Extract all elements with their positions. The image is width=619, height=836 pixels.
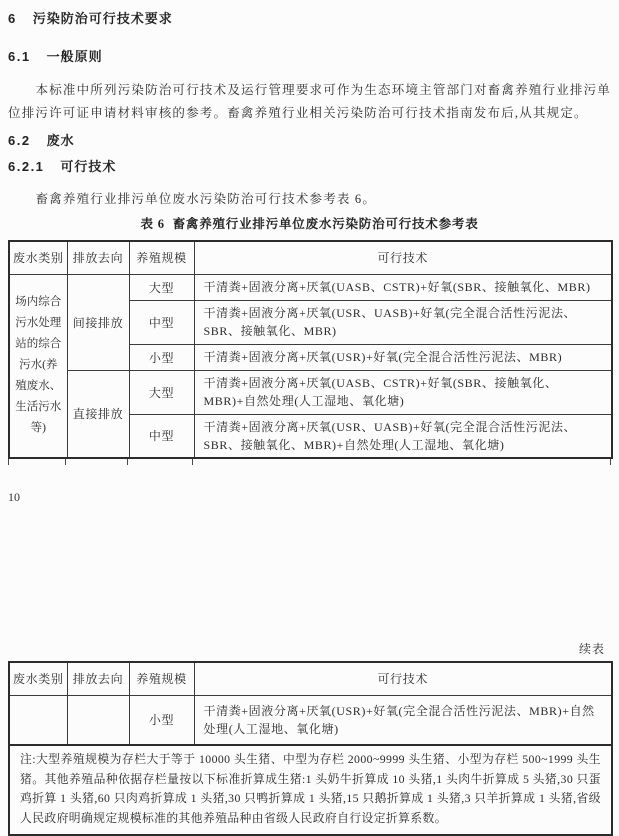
cell-scale: 大型 — [129, 370, 194, 414]
table-6-caption: 表 6 畜禽养殖行业排污单位废水污染防治可行技术参考表 — [140, 217, 479, 231]
cell-wastewater-category-empty — [9, 695, 67, 745]
section-number: 6.2.1 — [8, 159, 45, 174]
table-note-row — [9, 745, 612, 835]
cell-direction-empty — [67, 695, 129, 745]
cell-wastewater-category: 场内综合污水处理站的综合污水(养殖废水、生活污水等) — [9, 274, 67, 458]
cell-technology: 干清粪+固液分离+厌氧(UASB、CSTR)+好氧(SBR、接触氧化、MBR) — [194, 274, 612, 300]
cell-scale: 中型 — [129, 300, 194, 344]
table-row — [9, 274, 612, 300]
col-header-discharge-direction: 排放去向 — [67, 662, 129, 695]
section-heading-6-2 — [8, 132, 611, 150]
page-number: 10 — [8, 490, 20, 504]
col-header-farm-scale: 养殖规模 — [129, 241, 194, 274]
paragraph-table-reference: 畜禽养殖行业排污单位废水污染防治可行技术参考表 6。 — [35, 192, 377, 206]
table-row — [9, 695, 612, 745]
cell-scale: 小型 — [129, 344, 194, 370]
section-heading-6 — [8, 10, 611, 28]
table-header-row — [9, 662, 612, 695]
cell-technology: 干清粪+固液分离+厌氧(USR、UASB)+好氧(完全混合活性污泥法、SBR、接触氧化、MBR)+自然处理(人工湿地、氧化塘) — [194, 414, 612, 458]
section-title: 污染防治可行技术要求 — [32, 11, 173, 26]
col-header-feasible-technology: 可行技术 — [194, 241, 612, 274]
table-note: 注:大型养殖规模为存栏大于等于 10000 头生猪、中型为存栏 2000~9999 头生猪、小型为存栏 500~1999 头生猪。其他养殖品种依据存栏量按以下标准折算成生猪:1 头奶牛折算成 10 头猪,1 头肉牛折算成 5 头猪,30 只蛋鸡折算 1 头猪,60 只肉鸡折算成 1 头猪,30 只鸭折算成 1 头猪,15 只鹅折算成 1 头猪,3 只羊折算成 1 头猪,省级人民政府明确规定规模标准的其他养殖品种由省级人民政府自行设定折算系数。 — [9, 745, 612, 835]
cell-direction-direct: 直接排放 — [67, 370, 129, 458]
cell-technology: 干清粪+固液分离+厌氧(USR)+好氧(完全混合活性污泥法、MBR)+自然处理(人工湿地、氧化塘) — [194, 695, 612, 745]
section-number: 6.1 — [8, 49, 31, 64]
table-6 — [8, 240, 613, 459]
table-continuation-stubs — [8, 459, 611, 465]
col-header-feasible-technology: 可行技术 — [194, 662, 612, 695]
cell-scale: 大型 — [129, 274, 194, 300]
col-header-discharge-direction: 排放去向 — [67, 241, 129, 274]
col-header-wastewater-category: 废水类别 — [9, 241, 67, 274]
section-heading-6-2-1 — [8, 158, 611, 176]
paragraph-general-principle: 本标准中所列污染防治可行技术及运行管理要求可作为生态环境主管部门对畜禽养殖行业排污单位排污许可证申请材料审核的参考。畜禽养殖行业相关污染防治可行技术指南发布后,从其规定。 — [8, 83, 611, 120]
section-title: 废水 — [46, 133, 75, 148]
col-header-wastewater-category: 废水类别 — [9, 662, 67, 695]
cell-direction-indirect: 间接排放 — [67, 274, 129, 370]
continued-table-label: 续表 — [578, 642, 605, 656]
section-number: 6.2 — [8, 133, 31, 148]
table-row — [9, 370, 612, 414]
cell-technology: 干清粪+固液分离+厌氧(UASB、CSTR)+好氧(SBR、接触氧化、MBR)+自然处理(人工湿地、氧化塘) — [194, 370, 612, 414]
section-title: 一般原则 — [46, 49, 103, 64]
section-number: 6 — [8, 11, 17, 26]
cell-technology: 干清粪+固液分离+厌氧(USR、UASB)+好氧(完全混合活性污泥法、SBR、接触氧化、MBR) — [194, 300, 612, 344]
cell-technology: 干清粪+固液分离+厌氧(USR)+好氧(完全混合活性污泥法、MBR) — [194, 344, 612, 370]
table-header-row — [9, 241, 612, 274]
cell-scale: 小型 — [129, 695, 194, 745]
table-6-continued — [8, 661, 613, 836]
col-header-farm-scale: 养殖规模 — [129, 662, 194, 695]
section-heading-6-1 — [8, 48, 611, 66]
section-title: 可行技术 — [60, 159, 117, 174]
cell-scale: 中型 — [129, 414, 194, 458]
